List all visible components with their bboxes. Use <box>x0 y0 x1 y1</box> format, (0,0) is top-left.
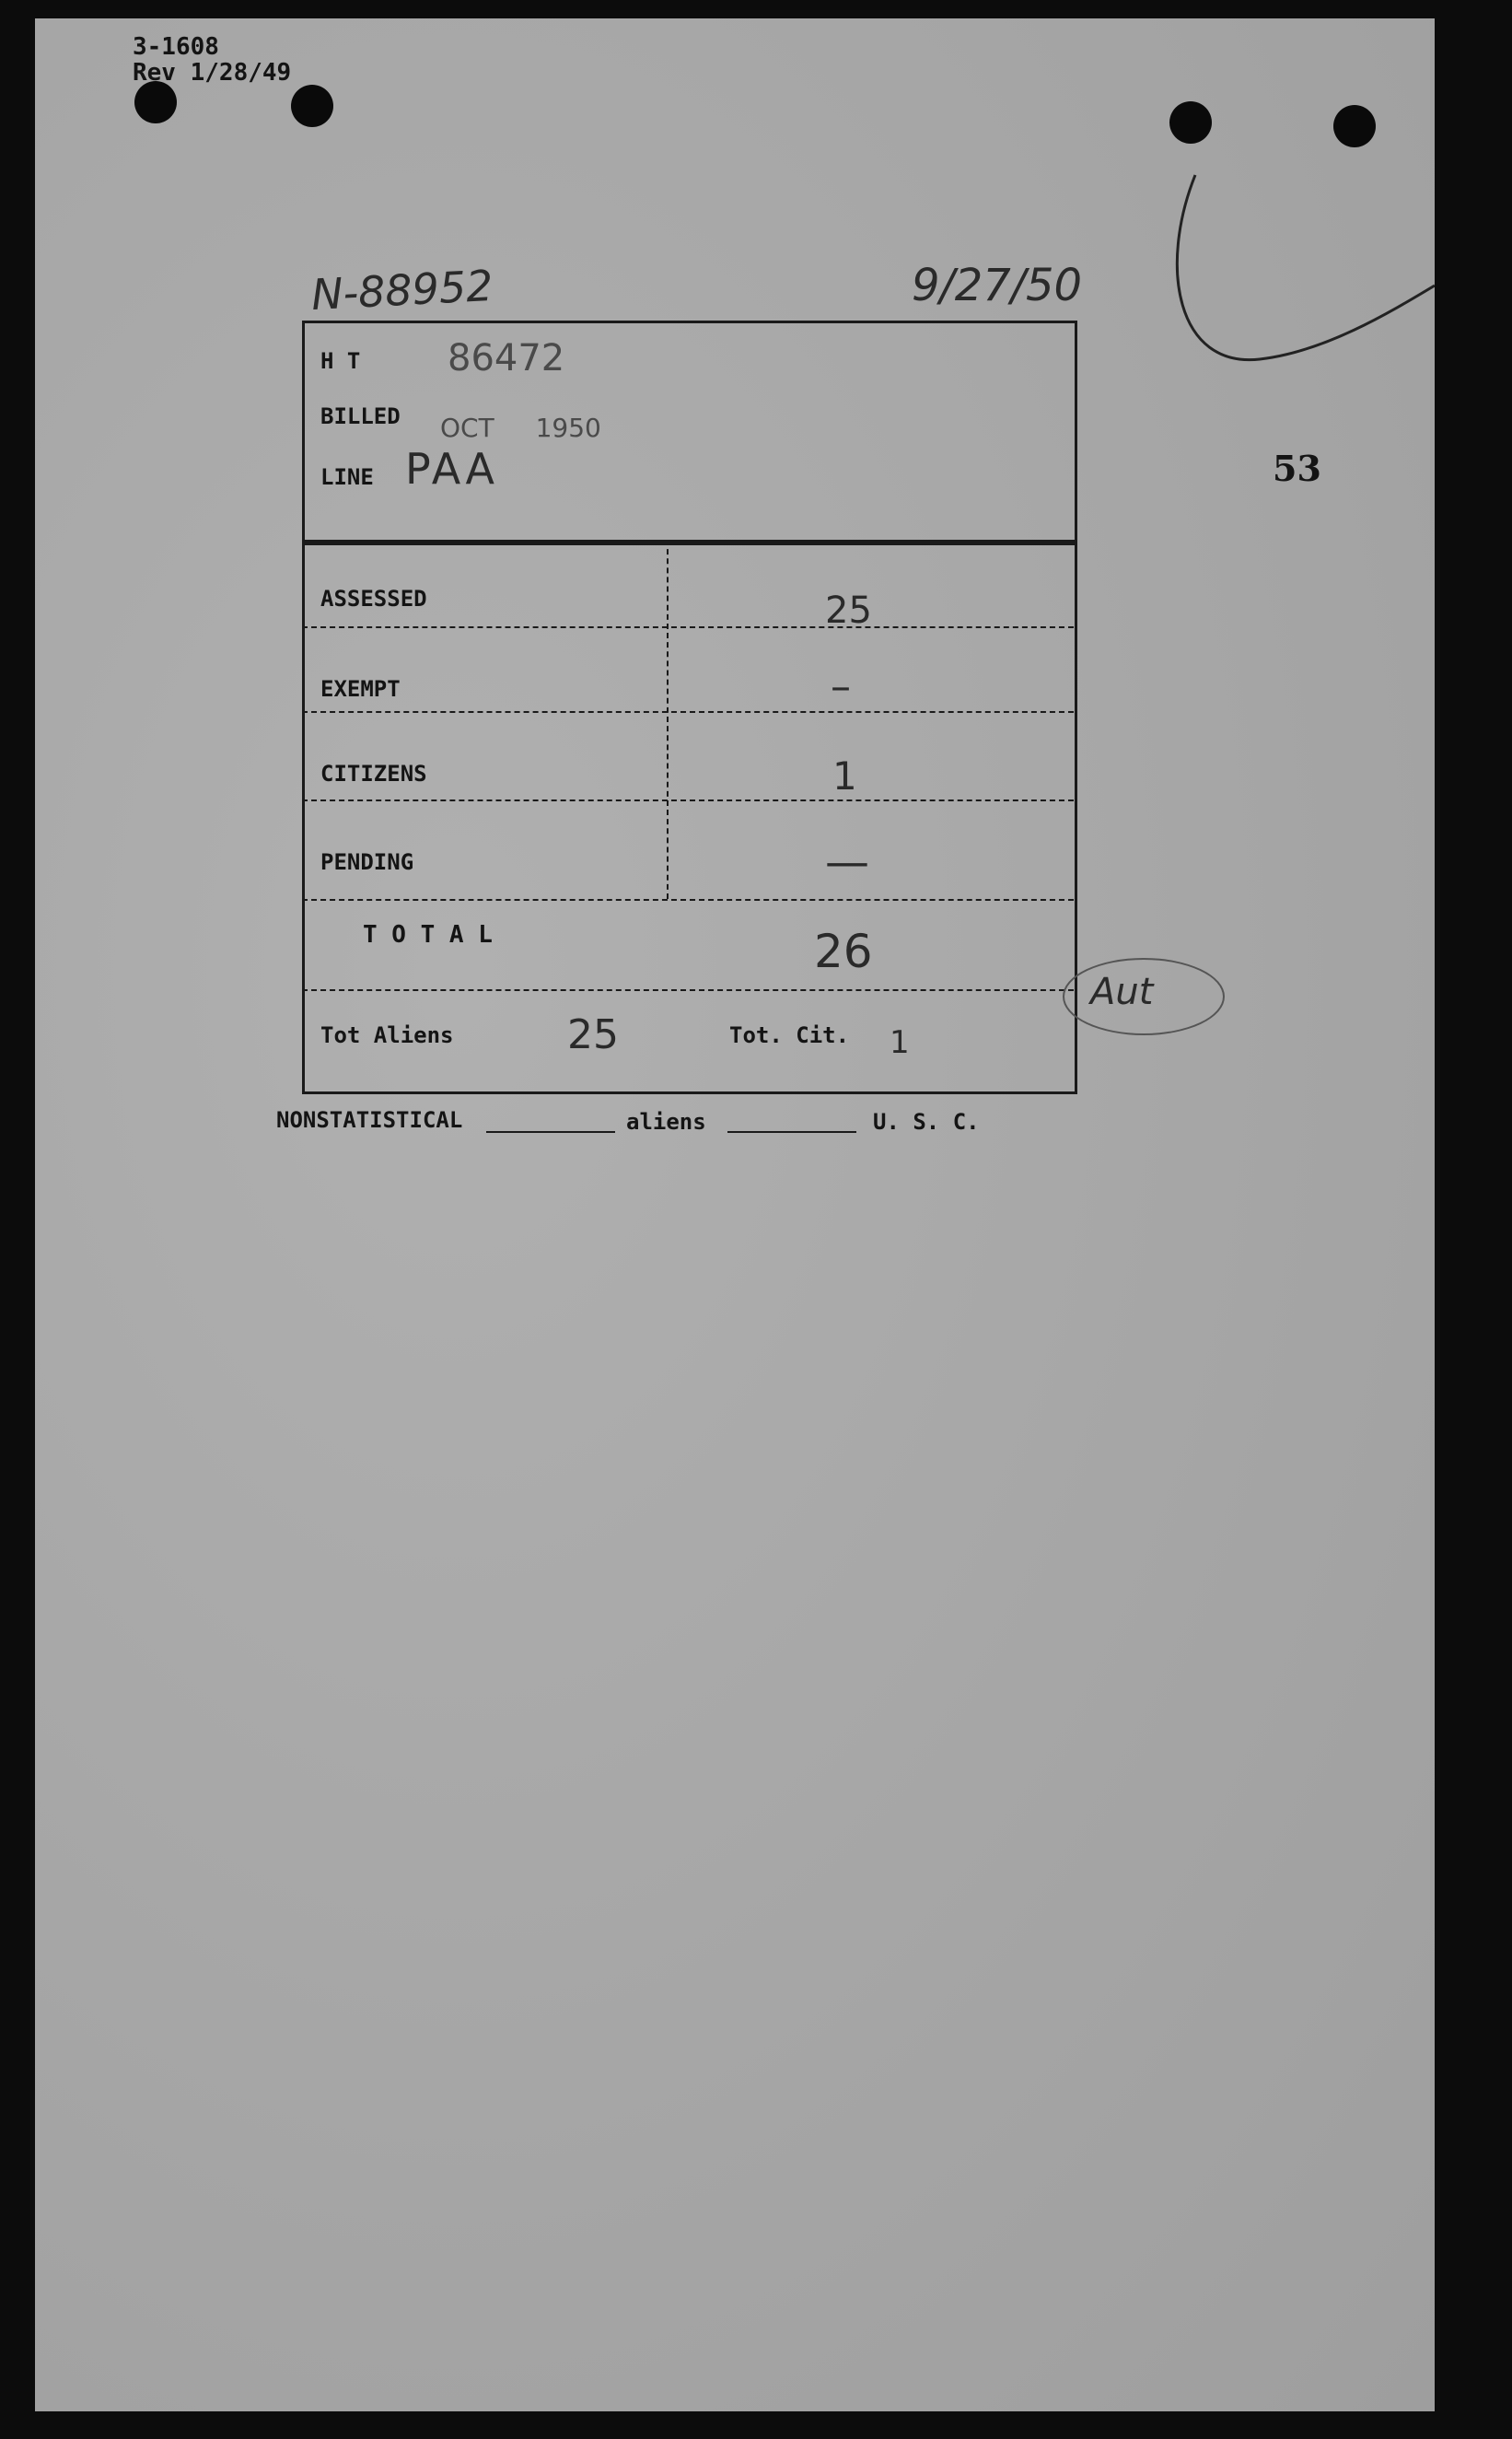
billed-value: OCT 1950 <box>440 413 601 443</box>
header-box <box>302 321 1077 545</box>
row-line <box>302 899 1074 901</box>
handwritten-date: 9/27/50 <box>912 260 1083 311</box>
document-page <box>35 18 1435 2411</box>
pencil-curve-mark <box>1158 157 1435 405</box>
assessed-label: ASSESSED <box>320 586 427 612</box>
ht-label: H T <box>320 348 361 374</box>
tot-cit-value: 1 <box>890 1024 910 1061</box>
tot-aliens-label: Tot Aliens <box>320 1022 454 1048</box>
nonstatistical-label: NONSTATISTICAL <box>276 1107 463 1133</box>
initials-text: Aut <box>1090 971 1154 1013</box>
line-label: LINE <box>320 464 374 490</box>
ht-value: 86472 <box>448 337 565 379</box>
file-number: N-88952 <box>309 260 494 321</box>
punch-hole <box>134 81 177 123</box>
row-line <box>302 626 1074 628</box>
row-line <box>302 989 1074 991</box>
row-line <box>302 711 1074 713</box>
punch-hole <box>291 85 333 127</box>
line-value: PAA <box>405 444 499 494</box>
exempt-value: – <box>831 663 851 710</box>
tot-aliens-value: 25 <box>567 1011 619 1058</box>
aliens-label: aliens <box>626 1109 706 1135</box>
citizens-value: 1 <box>832 753 857 799</box>
citizens-label: CITIZENS <box>320 761 427 787</box>
row-line <box>302 799 1074 801</box>
total-label: T O T A L <box>363 921 493 949</box>
assessed-value: 25 <box>825 589 872 632</box>
total-value: 26 <box>814 925 873 978</box>
tot-cit-label: Tot. Cit. <box>729 1022 850 1048</box>
pending-label: PENDING <box>320 849 414 875</box>
punch-hole <box>1333 105 1376 147</box>
summary-table <box>302 540 1077 1094</box>
form-revision: Rev 1/28/49 <box>133 59 292 87</box>
aliens-blank <box>727 1131 856 1133</box>
punch-hole <box>1169 101 1212 144</box>
page-number: 53 <box>1273 448 1321 489</box>
form-number: 3-1608 <box>133 33 219 61</box>
table-divider <box>667 540 669 899</box>
nonstatistical-blank <box>486 1131 615 1133</box>
usc-label: U. S. C. <box>873 1109 980 1135</box>
billed-label: BILLED <box>320 403 401 429</box>
exempt-label: EXEMPT <box>320 676 401 702</box>
initials-stamp <box>1063 958 1225 1035</box>
pending-value: — <box>825 836 869 888</box>
